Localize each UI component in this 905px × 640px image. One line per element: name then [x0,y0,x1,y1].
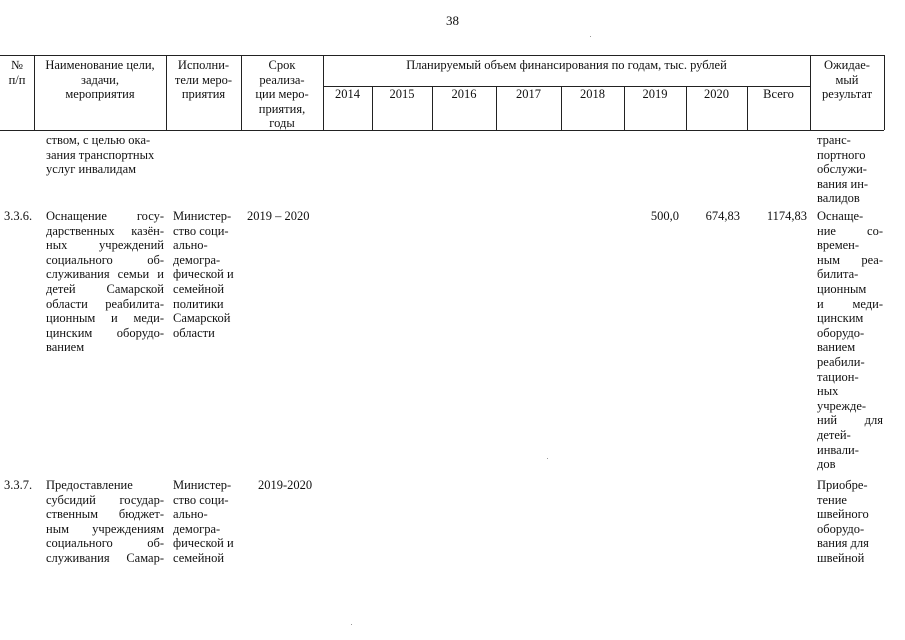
header-year-2018: 2018 [580,87,605,101]
header-year-2014: 2014 [335,87,360,101]
row-3-3-6-name: Оснащение госу- дарственных казён- ных учреждений социального об- служивания семьи и детей Самарской области реабилита- ционным и меди- цинским оборудо- ванием [46,209,164,355]
header-year-2020: 2020 [704,87,729,101]
row-3-3-7-num: 3.3.7. [4,478,33,492]
row-3-3-6-total: 1174,83 [766,209,807,223]
header-total: Всего [763,87,794,101]
row-3-3-6-2019: 500,0 [650,209,679,223]
row-3-3-7-result: Приобре- тение швейного оборудо- вания для швейной [817,478,869,565]
page-number: 38 [446,13,459,28]
header-result: Ожидае- мый результат [821,58,873,102]
header-year-2017: 2017 [516,87,541,101]
row-3-3-7-executors: Министер- ство соци- ально- демогра- фической и семейной [173,478,234,565]
row-3-3-6-result: Оснаще- ние со- времен- ным реа- билита- ционным и меди- цинским оборудо- ванием реабили- тацион- ных учрежде- ний для детей- инвали- дов [817,209,883,472]
header-year-2015: 2015 [389,87,415,101]
scan-speck [590,36,591,37]
header-year-2016: 2016 [451,87,477,101]
row-3-3-7-term: 2019-2020 [258,478,313,492]
header-funding: Планируемый объем финансирования по годам, тыс. рублей [406,58,727,72]
row-3-3-7-name: Предоставление субсидий государ- ственным бюджет- ным учреждениям социального об- служивания Самар- [46,478,164,565]
header-name: Наименование цели, задачи, мероприятия [45,58,155,102]
row-3-3-6-2020: 674,83 [705,209,740,223]
cont-name: ством, с целью ока- зания транспортных услуг инвалидам [46,133,155,177]
scan-speck [547,458,548,459]
header-num: № п/п [8,58,26,87]
cont-result: транс- портного обслужи- вания ин- валидов [817,133,869,206]
header-year-2019: 2019 [642,87,668,101]
header-term: Срок реализа- ции меро- приятия, годы [255,58,309,131]
row-3-3-6-term: 2019 – 2020 [247,209,310,223]
header-executors: Исполни- тели меро- приятия [174,58,233,102]
scan-speck [351,624,352,625]
row-3-3-6-executors: Министер- ство соци- ально- демогра- фической и семейной политики Самарской области [173,209,234,340]
row-3-3-6-num: 3.3.6. [4,209,33,223]
